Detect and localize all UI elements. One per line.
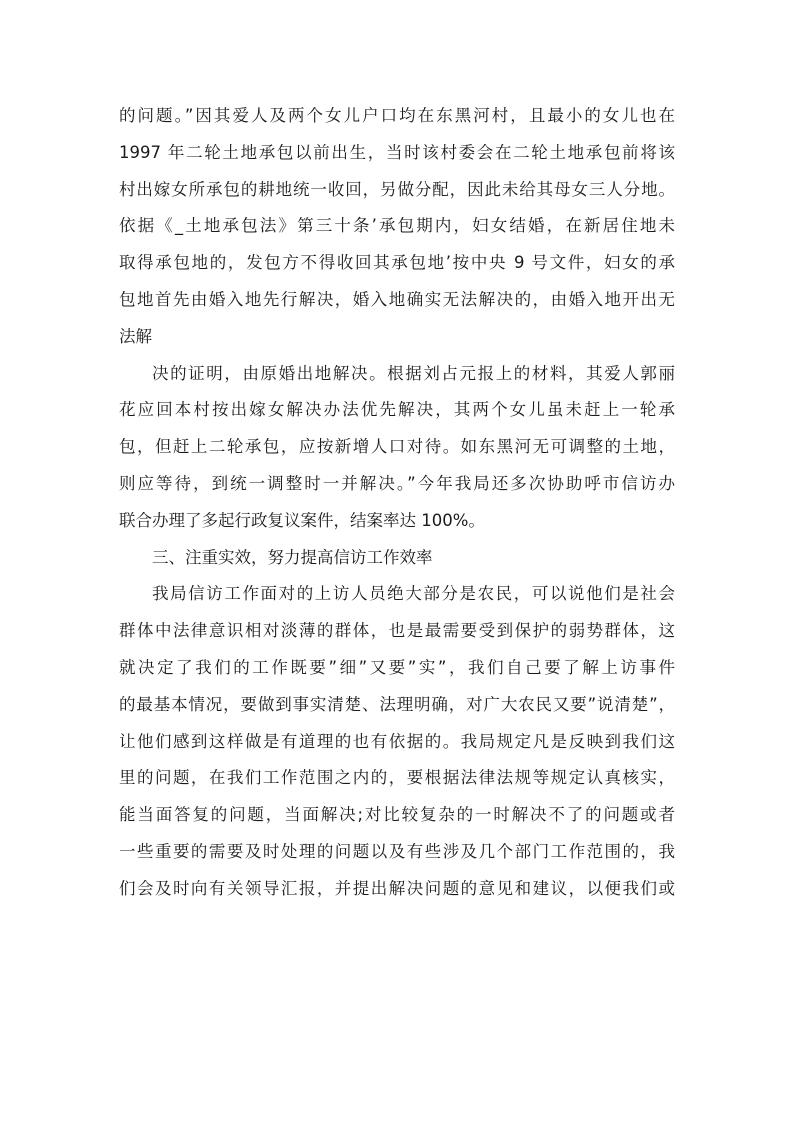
text-line: 则应等待，到统一调整时一并解决。”今年我局还多次协助呼市信访办 (119, 473, 675, 493)
text-line: 联合办理了多起行政复议案件，结案率达 100%。 (119, 510, 485, 530)
text-line: 让他们感到这样做是有道理的也有依据的。我局规定凡是反映到我们这 (119, 731, 675, 751)
text-line: 的最基本情况，要做到事实清楚、法理明确，对广大农民又要”说清楚”， (119, 694, 675, 714)
text-line: 花应回本村按出嫁女解决办法优先解决，其两个女儿虽未赶上一轮承 (119, 400, 675, 420)
text-line: 法解 (119, 326, 152, 346)
text-line: 取得承包地的，发包方不得收回其承包地’按中央 9 号文件，妇女的承 (119, 253, 675, 273)
text-line: 包地首先由婚入地先行解决，婚入地确实无法解决的，由婚入地开出无 (119, 289, 675, 309)
text-line: 我局信访工作面对的上访人员绝大部分是农民，可以说他们是社会 (152, 584, 675, 604)
text-line: 就决定了我们的工作既要”细”又要”实”，我们自己要了解上访事件 (119, 657, 675, 677)
text-line: 群体中法律意识相对淡薄的群体，也是最需要受到保护的弱势群体，这 (119, 621, 675, 641)
text-line: 里的问题，在我们工作范围之内的，要根据法律法规等规定认真核实， (119, 768, 675, 788)
text-line: 依据《_土地承包法》第三十条’承包期内，妇女结婚，在新居住地未 (119, 216, 675, 236)
section-heading: 三、注重实效，努力提高信访工作效率 (152, 547, 433, 567)
text-line: 们会及时向有关领导汇报，并提出解决问题的意见和建议，以便我们或 (119, 878, 675, 898)
text-line: 的问题。”因其爱人及两个女儿户口均在东黑河村，且最小的女儿也在 (119, 106, 675, 125)
document-body (119, 98, 675, 908)
text-line: 能当面答复的问题，当面解决;对比较复杂的一时解决不了的问题或者 (119, 805, 675, 825)
text-line: 村出嫁女所承包的耕地统一收回，另做分配，因此未给其母女三人分地。 (119, 179, 675, 199)
text-line: 一些重要的需要及时处理的问题以及有些涉及几个部门工作范围的，我 (119, 841, 675, 861)
text-line: 决的证明，由原婚出地解决。根据刘占元报上的材料，其爱人郭丽 (152, 363, 675, 383)
text-line: 包，但赶上二轮承包，应按新增人口对待。如东黑河无可调整的土地， (119, 437, 675, 457)
text-line: 1997 年二轮土地承包以前出生，当时该村委会在二轮土地承包前将该 (119, 142, 675, 162)
